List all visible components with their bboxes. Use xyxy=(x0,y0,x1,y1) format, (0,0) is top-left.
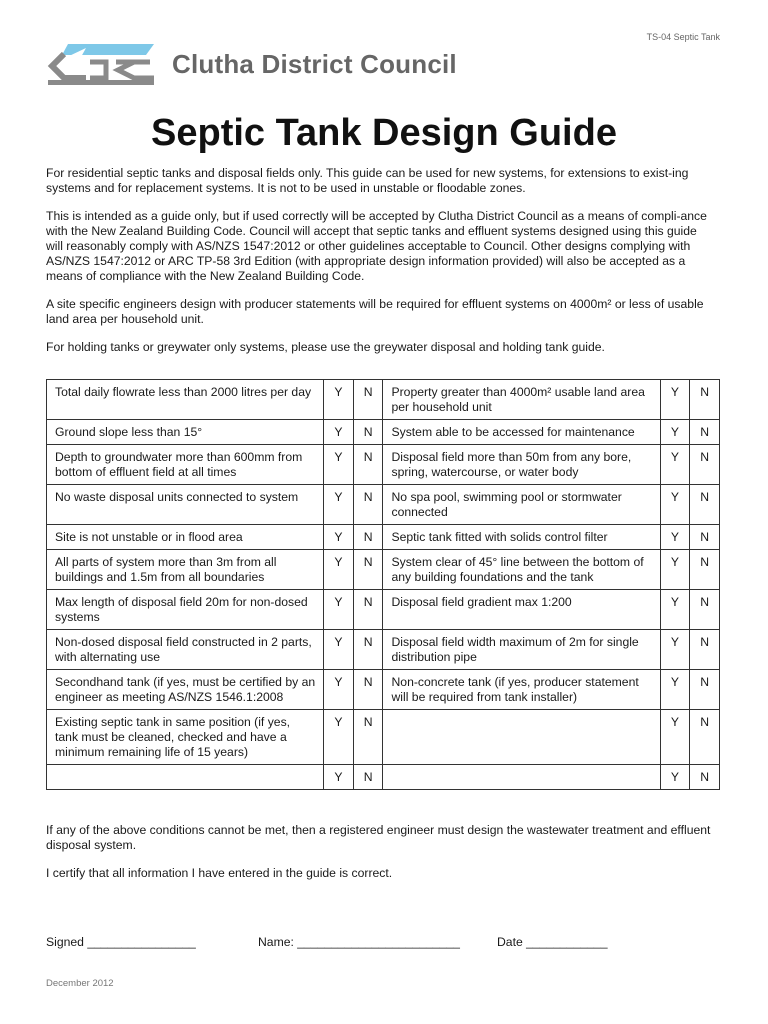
no-option[interactable]: N xyxy=(353,765,383,790)
yes-option[interactable]: Y xyxy=(324,445,354,485)
no-option[interactable]: N xyxy=(353,590,383,630)
council-logo-icon xyxy=(46,42,158,86)
condition-left-text xyxy=(47,765,324,790)
condition-row xyxy=(47,550,720,590)
yes-option[interactable]: Y xyxy=(660,765,690,790)
yes-option[interactable]: Y xyxy=(324,710,354,765)
intro-paragraph: A site specific engineers design with producer statements will be required for effluent systems on 4000m² or less of usable land area per household unit. xyxy=(46,297,704,326)
condition-left-text: Secondhand tank (if yes, must be certified by an engineer as meeting AS/NZS 1546.1:2008 xyxy=(47,670,324,710)
condition-left-text: Max length of disposal field 20m for non-dosed systems xyxy=(47,590,324,630)
no-option[interactable]: N xyxy=(353,380,383,420)
no-option[interactable]: N xyxy=(353,710,383,765)
yes-option[interactable]: Y xyxy=(324,630,354,670)
condition-row xyxy=(47,630,720,670)
no-option[interactable]: N xyxy=(353,420,383,445)
condition-right-text: System clear of 45° line between the bottom of any building foundations and the tank xyxy=(383,550,660,590)
condition-left-text: All parts of system more than 3m from all buildings and 1.5m from all boundaries xyxy=(47,550,324,590)
yes-option[interactable]: Y xyxy=(324,380,354,420)
condition-row xyxy=(47,485,720,525)
no-option[interactable]: N xyxy=(353,485,383,525)
condition-row xyxy=(47,525,720,550)
condition-right-text xyxy=(383,710,660,765)
yes-option[interactable]: Y xyxy=(324,765,354,790)
condition-row xyxy=(47,710,720,765)
condition-right-text: Disposal field gradient max 1:200 xyxy=(383,590,660,630)
no-option[interactable]: N xyxy=(353,670,383,710)
no-option[interactable]: N xyxy=(690,380,720,420)
intro-paragraph: For residential septic tanks and disposal fields only. This guide can be used for new systems, for extensions to exist-ing systems and for replacement systems. It is not to be used in unstable or floodable zones. xyxy=(46,166,689,195)
no-option[interactable]: N xyxy=(353,525,383,550)
condition-row xyxy=(47,670,720,710)
condition-row xyxy=(47,590,720,630)
page-title: Septic Tank Design Guide xyxy=(151,112,617,154)
intro-paragraph: For holding tanks or greywater only systems, please use the greywater disposal and holding tank guide. xyxy=(46,340,605,354)
intro-text xyxy=(46,166,714,368)
yes-option[interactable]: Y xyxy=(660,630,690,670)
yes-option[interactable]: Y xyxy=(660,710,690,765)
yes-option[interactable]: Y xyxy=(660,590,690,630)
yes-option[interactable]: Y xyxy=(660,485,690,525)
condition-left-text: Depth to groundwater more than 600mm from bottom of effluent field at all times xyxy=(47,445,324,485)
no-option[interactable]: N xyxy=(353,550,383,590)
condition-row xyxy=(47,445,720,485)
no-option[interactable]: N xyxy=(690,550,720,590)
no-option[interactable]: N xyxy=(690,485,720,525)
condition-left-text: Site is not unstable or in flood area xyxy=(47,525,324,550)
date-field[interactable]: Date ____________ xyxy=(497,935,608,949)
condition-right-text: Disposal field more than 50m from any bore, spring, watercourse, or water body xyxy=(383,445,660,485)
yes-option[interactable]: Y xyxy=(324,485,354,525)
no-option[interactable]: N xyxy=(690,525,720,550)
certification-statement: I certify that all information I have entered in the guide is correct. xyxy=(46,866,393,880)
conditions-checklist-table xyxy=(46,379,720,790)
yes-option[interactable]: Y xyxy=(660,670,690,710)
yes-option[interactable]: Y xyxy=(324,420,354,445)
yes-option[interactable]: Y xyxy=(660,550,690,590)
yes-option[interactable]: Y xyxy=(660,420,690,445)
no-option[interactable]: N xyxy=(690,445,720,485)
signed-field[interactable]: Signed ________________ xyxy=(46,935,196,949)
condition-row xyxy=(47,765,720,790)
no-option[interactable]: N xyxy=(353,445,383,485)
closing-text xyxy=(46,823,714,894)
council-name: Clutha District Council xyxy=(172,48,457,79)
no-option[interactable]: N xyxy=(690,670,720,710)
condition-right-text: Septic tank fitted with solids control filter xyxy=(383,525,660,550)
intro-paragraph: This is intended as a guide only, but if used correctly will be accepted by Clutha District Council as a means of compli-ance with the New Zealand Building Code. Council will accept that septic tanks and effluent systems designed using this guide will reasonably comply with AS/NZS 1547:2012 or other guidelines acceptable to Council. Other designs complying with AS/NZS 1547:2012 or ARC TP-58 3rd Edition (with appropriate design information provided) will also be accepted as a means of compliance with the New Zealand Building Code. xyxy=(46,209,707,283)
condition-right-text: Property greater than 4000m² usable land area per household unit xyxy=(383,380,660,420)
header xyxy=(46,42,457,86)
condition-right-text: No spa pool, swimming pool or stormwater connected xyxy=(383,485,660,525)
no-option[interactable]: N xyxy=(690,710,720,765)
condition-left-text: Non-dosed disposal field constructed in 2 parts, with alternating use xyxy=(47,630,324,670)
condition-left-text: No waste disposal units connected to system xyxy=(47,485,324,525)
condition-left-text: Ground slope less than 15° xyxy=(47,420,324,445)
condition-right-text xyxy=(383,765,660,790)
no-option[interactable]: N xyxy=(690,630,720,670)
footer-date: December 2012 xyxy=(46,978,114,989)
condition-left-text: Existing septic tank in same position (if yes, tank must be cleaned, checked and have a minimum remaining life of 15 years) xyxy=(47,710,324,765)
yes-option[interactable]: Y xyxy=(660,445,690,485)
document-reference: TS-04 Septic Tank xyxy=(646,32,720,42)
condition-row xyxy=(47,420,720,445)
yes-option[interactable]: Y xyxy=(660,525,690,550)
condition-left-text: Total daily flowrate less than 2000 litres per day xyxy=(47,380,324,420)
yes-option[interactable]: Y xyxy=(324,670,354,710)
yes-option[interactable]: Y xyxy=(324,550,354,590)
name-field[interactable]: Name: ________________________ xyxy=(258,935,460,949)
yes-option[interactable]: Y xyxy=(324,525,354,550)
condition-row xyxy=(47,380,720,420)
condition-right-text: System able to be accessed for maintenance xyxy=(383,420,660,445)
no-option[interactable]: N xyxy=(690,590,720,630)
engineer-requirement-text: If any of the above conditions cannot be met, then a registered engineer must design the wastewater treatment and effluent disposal system. xyxy=(46,823,711,852)
no-option[interactable]: N xyxy=(690,420,720,445)
no-option[interactable]: N xyxy=(690,765,720,790)
yes-option[interactable]: Y xyxy=(324,590,354,630)
condition-right-text: Non-concrete tank (if yes, producer statement will be required from tank installer) xyxy=(383,670,660,710)
no-option[interactable]: N xyxy=(353,630,383,670)
condition-right-text: Disposal field width maximum of 2m for single distribution pipe xyxy=(383,630,660,670)
yes-option[interactable]: Y xyxy=(660,380,690,420)
